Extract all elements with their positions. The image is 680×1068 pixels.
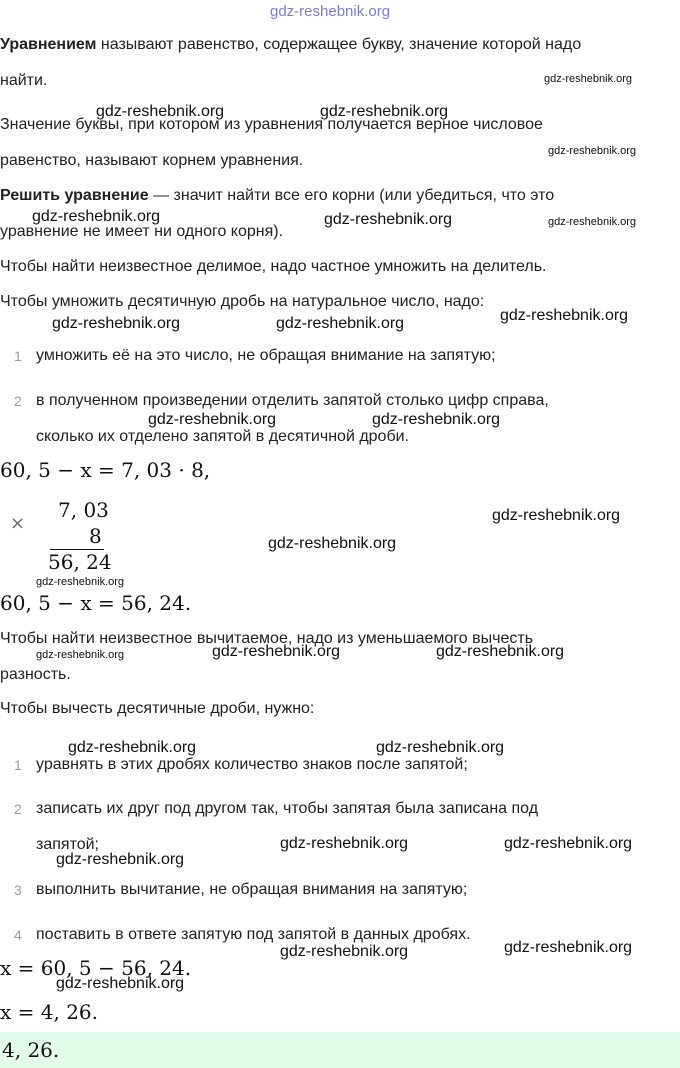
watermark: gdz-reshebnik.org <box>376 739 505 756</box>
definition-equation-line2: найти. <box>0 72 48 89</box>
multiply-sign: × <box>10 513 26 534</box>
list-item: уравнять в этих дробях количество знаков после запятой; <box>36 756 468 773</box>
definition-equation-text: называют равенство, содержащее букву, значение которой надо <box>96 36 582 53</box>
list-item: выполнить вычитание, не обращая внимания на запятую; <box>36 881 468 898</box>
equation-step-2: 60, 5 − x = 56, 24. <box>0 591 192 615</box>
watermark: gdz-reshebnik.org <box>148 411 277 428</box>
list-item-continuation: запятой; <box>36 836 99 853</box>
rule-multiply-decimal: Чтобы умножить десятичную дробь на натуральное число, надо: <box>0 293 485 310</box>
watermark: gdz-reshebnik.org <box>52 315 181 332</box>
list-item-number: 3 <box>14 882 22 898</box>
list-item-number: 1 <box>14 757 22 773</box>
watermark: gdz-reshebnik.org <box>32 208 161 225</box>
watermark: gdz-reshebnik.org <box>268 535 397 552</box>
watermark: gdz-reshebnik.org <box>280 943 409 960</box>
list-item: умножить её на это число, не обращая внимание на запятую; <box>36 347 496 364</box>
multiply-result: 56, 24 <box>48 550 112 574</box>
watermark-small: gdz-reshebnik.org <box>36 576 125 588</box>
list-item-number: 1 <box>14 348 22 364</box>
term-solve-equation: Решить уравнение <box>0 187 149 204</box>
definition-equation <box>0 36 581 54</box>
equation-step-1: 60, 5 − x = 7, 03 · 8, <box>0 458 211 482</box>
list-item: в полученном произведении отделить запятой столько цифр справа, <box>36 392 549 409</box>
list-item-continuation: сколько их отделено запятой в десятичной дроби. <box>36 428 409 445</box>
watermark-small: gdz-reshebnik.org <box>544 73 633 85</box>
watermark: gdz-reshebnik.org <box>68 739 197 756</box>
watermark: gdz-reshebnik.org <box>504 939 633 956</box>
watermark: gdz-reshebnik.org <box>212 643 341 660</box>
watermark: gdz-reshebnik.org <box>280 835 409 852</box>
watermark: gdz-reshebnik.org <box>436 643 565 660</box>
watermark: gdz-reshebnik.org <box>276 315 405 332</box>
watermark: gdz-reshebnik.org <box>320 103 449 120</box>
term-equation: Уравнением <box>0 36 97 53</box>
rule-unknown-subtrahend-line2: разность. <box>0 666 71 683</box>
definition-solve-text: — значит найти все его корни (или убедиться, что это <box>148 187 555 204</box>
watermark: gdz-reshebnik.org <box>372 411 501 428</box>
rule-subtract-decimal: Чтобы вычесть десятичные дроби, нужно: <box>0 700 315 717</box>
equation-step-3: x = 60, 5 − 56, 24. <box>0 956 192 980</box>
multiply-operand-2: 8 <box>89 524 102 548</box>
watermark-small: gdz-reshebnik.org <box>36 649 125 661</box>
rule-unknown-dividend: Чтобы найти неизвестное делимое, надо частное умножить на делитель. <box>0 258 547 275</box>
definition-root-line2: равенство, называют корнем уравнения. <box>0 152 304 169</box>
watermark: gdz-reshebnik.org <box>324 211 453 228</box>
answer-panel <box>0 1032 680 1068</box>
watermark: gdz-reshebnik.org <box>96 103 225 120</box>
rule-unknown-subtrahend-line1: Чтобы найти неизвестное вычитаемое, надо из уменьшаемого вычесть <box>0 630 534 647</box>
watermark: gdz-reshebnik.org <box>492 507 621 524</box>
definition-solve <box>0 187 554 205</box>
list-item-number: 4 <box>14 927 22 943</box>
site-watermark-header: gdz-reshebnik.org <box>270 3 391 20</box>
watermark: gdz-reshebnik.org <box>56 975 185 992</box>
equation-step-4: x = 4, 26. <box>0 1000 98 1024</box>
multiply-operand-1: 7, 03 <box>58 498 109 522</box>
watermark-small: gdz-reshebnik.org <box>548 216 637 228</box>
definition-solve-line2: уравнение не имеет ни одного корня). <box>0 223 284 240</box>
list-item-number: 2 <box>14 393 22 409</box>
answer-value: 4, 26. <box>2 1038 60 1062</box>
watermark: gdz-reshebnik.org <box>500 307 629 324</box>
watermark: gdz-reshebnik.org <box>504 835 633 852</box>
list-item: поставить в ответе запятую под запятой в данных дробях. <box>36 926 471 943</box>
watermark: gdz-reshebnik.org <box>56 851 185 868</box>
definition-root-line1: Значение буквы, при котором из уравнения получается верное числовое <box>0 116 543 133</box>
watermark-small: gdz-reshebnik.org <box>548 145 637 157</box>
list-item-number: 2 <box>14 801 22 817</box>
list-item: записать их друг под другом так, чтобы запятая была записана под <box>36 800 539 817</box>
